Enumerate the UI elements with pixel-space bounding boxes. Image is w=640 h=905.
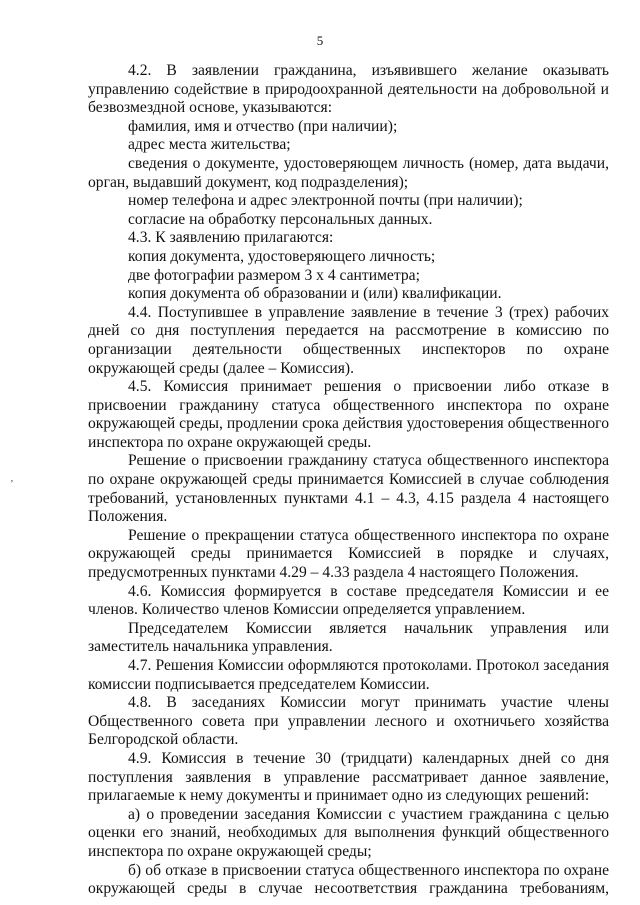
paragraph-4-2: 4.2. В заявлении гражданина, изъявившего желание оказывать управлению содействие в природоохранной деятельности на добровольной и безвозмездной основе, указываются:	[88, 62, 609, 117]
paragraph-4-3: 4.3. К заявлению прилагаются:	[128, 229, 334, 247]
list-item-address: адрес места жительства;	[128, 136, 291, 154]
paragraph-4-9-b: б) об отказе в присвоении статуса общественного инспектора по охране окружающей среды в случае несоответствия гражданина требованиям,	[88, 861, 609, 898]
list-item-phone-email: номер телефона и адрес электронной почты (при наличии);	[128, 192, 523, 210]
page-number: 5	[316, 33, 324, 48]
document-body	[88, 62, 609, 899]
paragraph-4-6: 4.6. Комиссия формируется в составе председателя Комиссии и ее членов. Количество членов Комиссии определяется управлением.	[88, 582, 609, 619]
list-item-photos: две фотографии размером 3 х 4 сантиметра;	[128, 266, 420, 284]
paragraph-termination-decision: Решение о прекращении статуса общественного инспектора по охране окружающей среды принимается Комиссией в порядке и случаях, предусмотренных пунктами 4.29 – 4.33 раздела 4 настоящего Положения.	[88, 526, 609, 582]
paragraph-4-7: 4.7. Решения Комиссии оформляются протоколами. Протокол заседания комиссии подписывается председателем Комиссии.	[88, 657, 609, 693]
paragraph-4-9: 4.9. Комиссия в течение 30 (тридцати) календарных дней со дня поступления заявления в управление рассматривает данное заявление, прилагаемые к нему документы и принимает одно из следующих решений:	[88, 749, 609, 805]
paragraph-4-4: 4.4. Поступившее в управление заявление в течение 3 (трех) рабочих дней со дня поступления передается на рассмотрение в комиссию по организации деятельности общественных инспекторов по охране окружающей среды (далее – Комиссия).	[88, 303, 609, 377]
list-item-education-copy: копия документа об образовании и (или) квалификации.	[128, 285, 502, 303]
list-item-id-document: сведения о документе, удостоверяющем личность (номер, дата выдачи, орган, выдавший документ, код подразделения);	[88, 154, 609, 191]
paragraph-4-9-a: а) о проведении заседания Комиссии с участием гражданина с целью оценки его знаний, необходимых для выполнения функций общественного инспектора по охране окружающей среды;	[88, 805, 609, 860]
list-item-full-name: фамилия, имя и отчество (при наличии);	[128, 117, 398, 135]
list-item-id-copy: копия документа, удостоверяющего личность;	[128, 247, 436, 265]
paragraph-chairman: Председателем Комиссии является начальник управления или заместитель начальника управления.	[88, 619, 609, 656]
margin-mark: ’	[10, 478, 14, 490]
paragraph-4-5: 4.5. Комиссия принимает решения о присвоении либо отказе в присвоении гражданину статуса общественного инспектора по охране окружающей среды, продлении срока действия удостоверения общественного инспектора по охране окружающей среды.	[88, 378, 609, 451]
paragraph-assignment-decision: Решение о присвоении гражданину статуса общественного инспектора по охране окружающей среды принимается Комиссией в случае соблюдения требований, установленных пунктами 4.1 – 4.3, 4.15 раздела 4 настоящего Положения.	[88, 452, 609, 526]
paragraph-4-8: 4.8. В заседаниях Комиссии могут принимать участие члены Общественного совета при управлении лесного и охотничьего хозяйства Белгородской области.	[88, 694, 609, 749]
list-item-consent: согласие на обработку персональных данных.	[128, 210, 433, 228]
